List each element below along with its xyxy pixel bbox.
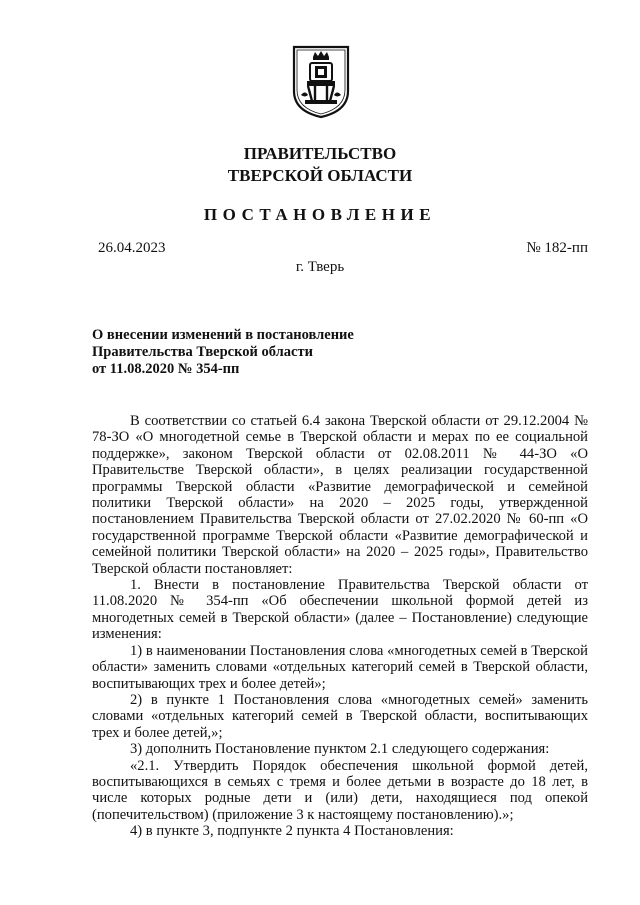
- title-line-2: Правительства Тверской области: [92, 344, 313, 360]
- document-title: [92, 327, 412, 378]
- organization-line-2: ТВЕРСКОЙ ОБЛАСТИ: [227, 166, 413, 185]
- organization-line-1: ПРАВИТЕЛЬСТВО: [243, 144, 397, 163]
- document-date: 26.04.2023: [98, 240, 166, 256]
- item-1-1-paragraph: 1) в наименовании Постановления слова «многодетных семей в Тверской области» заменить словами «отдельных категорий семей в Тверской области, воспитывающих трех и более детей»;: [92, 642, 588, 692]
- title-line-1: О внесении изменений в постановление: [92, 327, 354, 343]
- organization-name: [0, 143, 640, 187]
- document-body: [92, 413, 588, 840]
- item-1-3-quote-paragraph: «2.1. Утвердить Порядок обеспечения школьной формой детей, воспитывающихся в семьях с тремя и более детьми в возрасте до 18 лет, в числе которых родные дети и (или) дети, находящиеся под опекой (попечительством) (приложение 3 к настоящему постановлению).»;: [92, 757, 588, 823]
- item-1-2-paragraph: 2) в пункте 1 Постановления слова «многодетных семей» заменить словами «отдельных категорий семей в Тверской области, воспитывающих трех и более детей,»;: [92, 691, 588, 741]
- preamble-paragraph: В соответствии со статьей 6.4 закона Тверской области от 29.12.2004 № 78-ЗО «О многодетной семье в Тверской области и мерах по ее социальной поддержке», законом Тверской области от 02.08.2011 № 44-ЗО «О Правительстве Тверской области», в целях реализации государственной программы Тверской области «Развитие демографической и семейной политики Тверской области» на 2020 – 2025 годы, утвержденной постановлением Правительства Тверской области от 27.02.2020 № 60-пп «О государственной программе Тверской области «Развитие демографической и семейной политики Тверской области» на 2020 – 2025 годы», Правительство Тверской области постановляет:: [92, 413, 588, 577]
- document-type: ПОСТАНОВЛЕНИЕ: [203, 205, 437, 224]
- title-line-3: от 11.08.2020 № 354-пп: [92, 361, 240, 377]
- item-1-3-paragraph: 3) дополнить Постановление пунктом 2.1 следующего содержания:: [130, 741, 550, 758]
- item-1-4-paragraph: 4) в пункте 3, подпункте 2 пункта 4 Постановления:: [130, 823, 454, 840]
- tver-coat-of-arms-icon: [291, 43, 351, 119]
- item-1-paragraph: 1. Внести в постановление Правительства Тверской области от 11.08.2020 № 354-пп «Об обеспечении школьной формой детей из многодетных семей в Тверской области» (далее – Постановление) следующие изменения:: [92, 577, 588, 643]
- document-city: г. Тверь: [295, 259, 345, 275]
- document-number: № 182-пп: [526, 240, 588, 256]
